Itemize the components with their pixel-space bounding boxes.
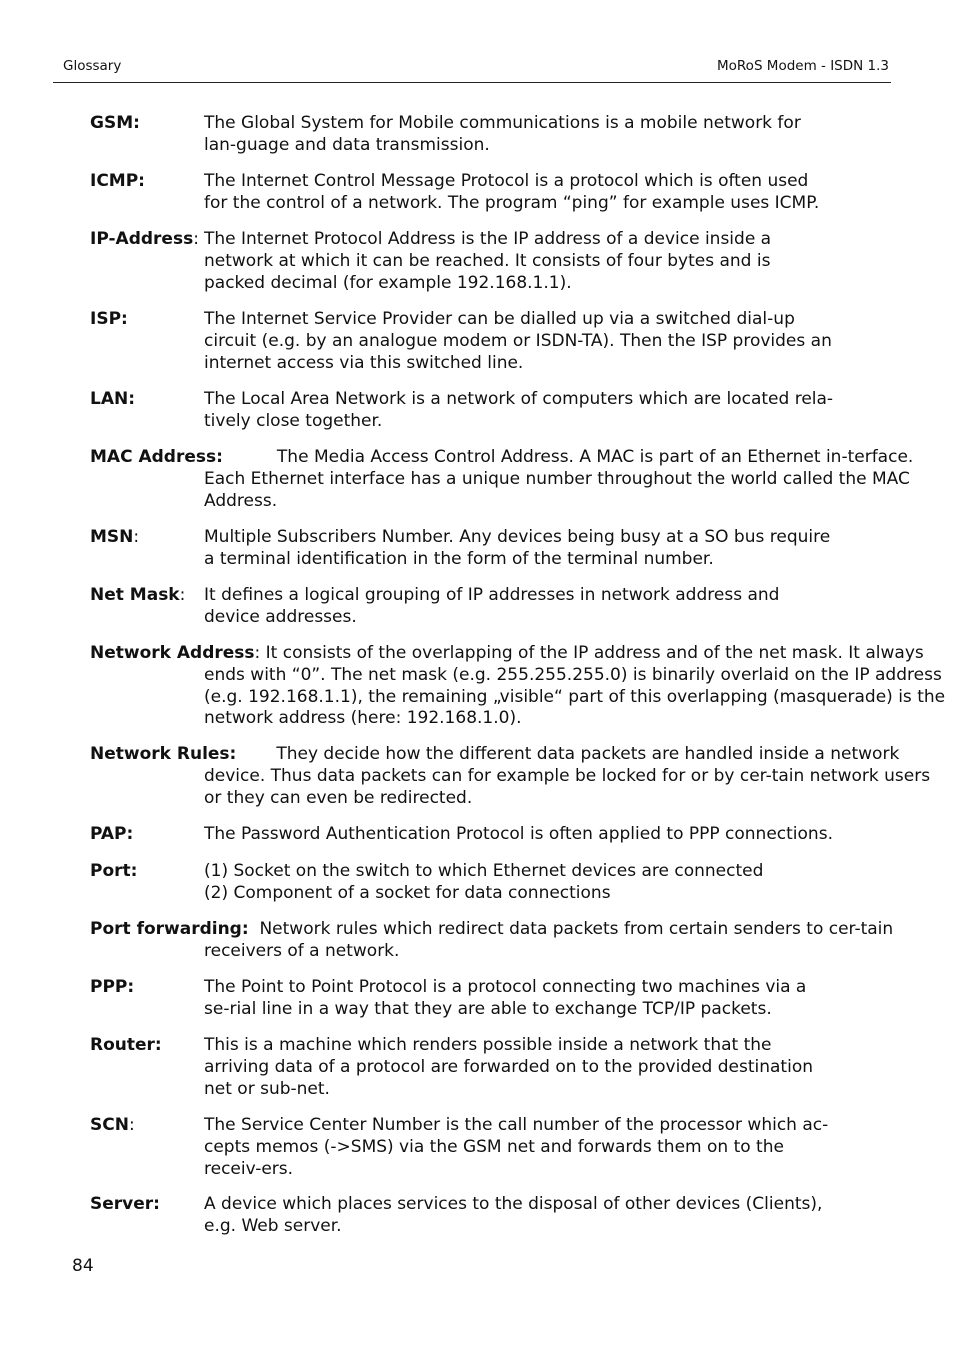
- glossary-definition: The Internet Protocol Address is the IP address of a device inside a network at which it can be reached. It consists of four bytes and is packed decimal (for example 192.168.1.1).: [204, 229, 772, 293]
- glossary-entry-isp: [90, 309, 835, 373]
- glossary-definition: The Password Authentication Protocol is often applied to PPP connections.: [204, 824, 833, 844]
- glossary-entry-pap: [90, 824, 835, 846]
- page-header: [53, 56, 891, 83]
- glossary-term: Net Mask: [90, 585, 180, 605]
- glossary-term: PAP:: [90, 824, 134, 844]
- glossary-term: Network Address: [90, 643, 255, 663]
- glossary-entry-port: [90, 861, 835, 903]
- definition-line-2: (2) Component of a socket for data connections: [204, 882, 611, 903]
- glossary-term: MAC Address:: [90, 447, 223, 467]
- glossary-entry-msn: [90, 527, 835, 569]
- glossary-entry-ip-address: [90, 229, 835, 293]
- glossary-term: Port forwarding:: [90, 919, 249, 939]
- term-separator: :: [254, 643, 261, 663]
- glossary-entry-icmp: [90, 171, 835, 213]
- glossary-term: Server:: [90, 1194, 160, 1214]
- glossary-term: ISP:: [90, 309, 128, 329]
- glossary-entry-scn: [90, 1115, 835, 1179]
- glossary-definition: It consists of the overlapping of the IP address and of the net mask. It always ends with “0”. The net mask (e.g. 255.255.255.0) is binarily overlaid on the IP address (e.g. 192.168.1.1), the remaining „visible“ part of this overlapping (masquerade) is the network address (here: 192.168.1.0).: [204, 643, 946, 729]
- glossary-term: MSN: [90, 527, 134, 547]
- glossary-term: IP-Address: [90, 229, 194, 249]
- glossary-entry-port-forwarding: [90, 919, 949, 963]
- glossary-term: ICMP:: [90, 171, 145, 191]
- glossary-term: PPP:: [90, 977, 135, 997]
- glossary-definition: This is a machine which renders possible inside a network that the arriving data of a protocol are forwarded on to the provided destination net or sub-net.: [204, 1035, 813, 1099]
- page-number: 84: [72, 1256, 94, 1276]
- glossary-entry-server: [90, 1194, 835, 1236]
- glossary-term: SCN: [90, 1115, 129, 1135]
- glossary-definition: The Internet Control Message Protocol is a protocol which is often used for the control of a network. The program “ping” for example uses ICMP.: [204, 171, 820, 213]
- glossary-definition: The Global System for Mobile communications is a mobile network for lan-guage and data transmission.: [204, 113, 801, 155]
- glossary-definition: A device which places services to the disposal of other devices (Clients), e.g. Web server.: [204, 1194, 823, 1236]
- header-document-title: MoRoS Modem - ISDN 1.3: [717, 58, 889, 74]
- glossary-term: GSM:: [90, 113, 140, 133]
- glossary-definition: The Media Access Control Address. A MAC is part of an Ethernet in-terface. Each Ethernet interface has a unique number throughout the world called the MAC Address.: [204, 447, 914, 511]
- glossary-term: LAN:: [90, 389, 136, 409]
- glossary-entry-network-rules: [90, 744, 949, 809]
- glossary-term: Router:: [90, 1035, 162, 1055]
- glossary-definition: The Local Area Network is a network of computers which are located rela-tively close together.: [204, 389, 834, 431]
- glossary-definition: They decide how the different data packets are handled inside a network device. Thus data packets can for example be locked for or by cer-tain network users or they can even be redirected.: [204, 744, 931, 808]
- glossary-definition: The Internet Service Provider can be dialled up via a switched dial-up circuit (e.g. by an analogue modem or ISDN-TA). Then the ISP provides an internet access via this switched line.: [204, 309, 832, 373]
- header-section-title: Glossary: [63, 58, 122, 74]
- glossary-entry-gsm: [90, 113, 835, 155]
- term-separator: :: [133, 527, 140, 547]
- glossary-definition: The Service Center Number is the call number of the processor which ac-cepts memos (->SMS) via the GSM net and forwards them on to the receiv-ers.: [204, 1115, 829, 1179]
- glossary-definition: [204, 861, 836, 905]
- glossary-definition: Network rules which redirect data packets from certain senders to cer-tain receivers of a network.: [204, 919, 894, 961]
- glossary-definition: The Point to Point Protocol is a protocol connecting two machines via a se-rial line in a way that they are able to exchange TCP/IP packets.: [204, 977, 807, 1019]
- term-separator: :: [179, 585, 186, 605]
- glossary-definition: It defines a logical grouping of IP addresses in network address and device addresses.: [204, 585, 780, 627]
- glossary-definition: Multiple Subscribers Number. Any devices being busy at a SO bus require a terminal identification in the form of the terminal number.: [204, 527, 831, 569]
- glossary-entry-mac-address: [90, 447, 949, 512]
- term-separator: :: [193, 229, 199, 249]
- definition-line-1: (1) Socket on the switch to which Ethernet devices are connected: [204, 861, 764, 881]
- term-separator: :: [128, 1115, 135, 1135]
- glossary-entry-network-address: [90, 643, 949, 730]
- glossary-entry-router: [90, 1035, 835, 1099]
- glossary-entry-lan: [90, 389, 835, 431]
- glossary-term: Network Rules:: [90, 744, 237, 764]
- glossary-entry-net-mask: [90, 585, 835, 627]
- glossary-term: Port:: [90, 861, 138, 881]
- glossary-entry-ppp: [90, 977, 835, 1019]
